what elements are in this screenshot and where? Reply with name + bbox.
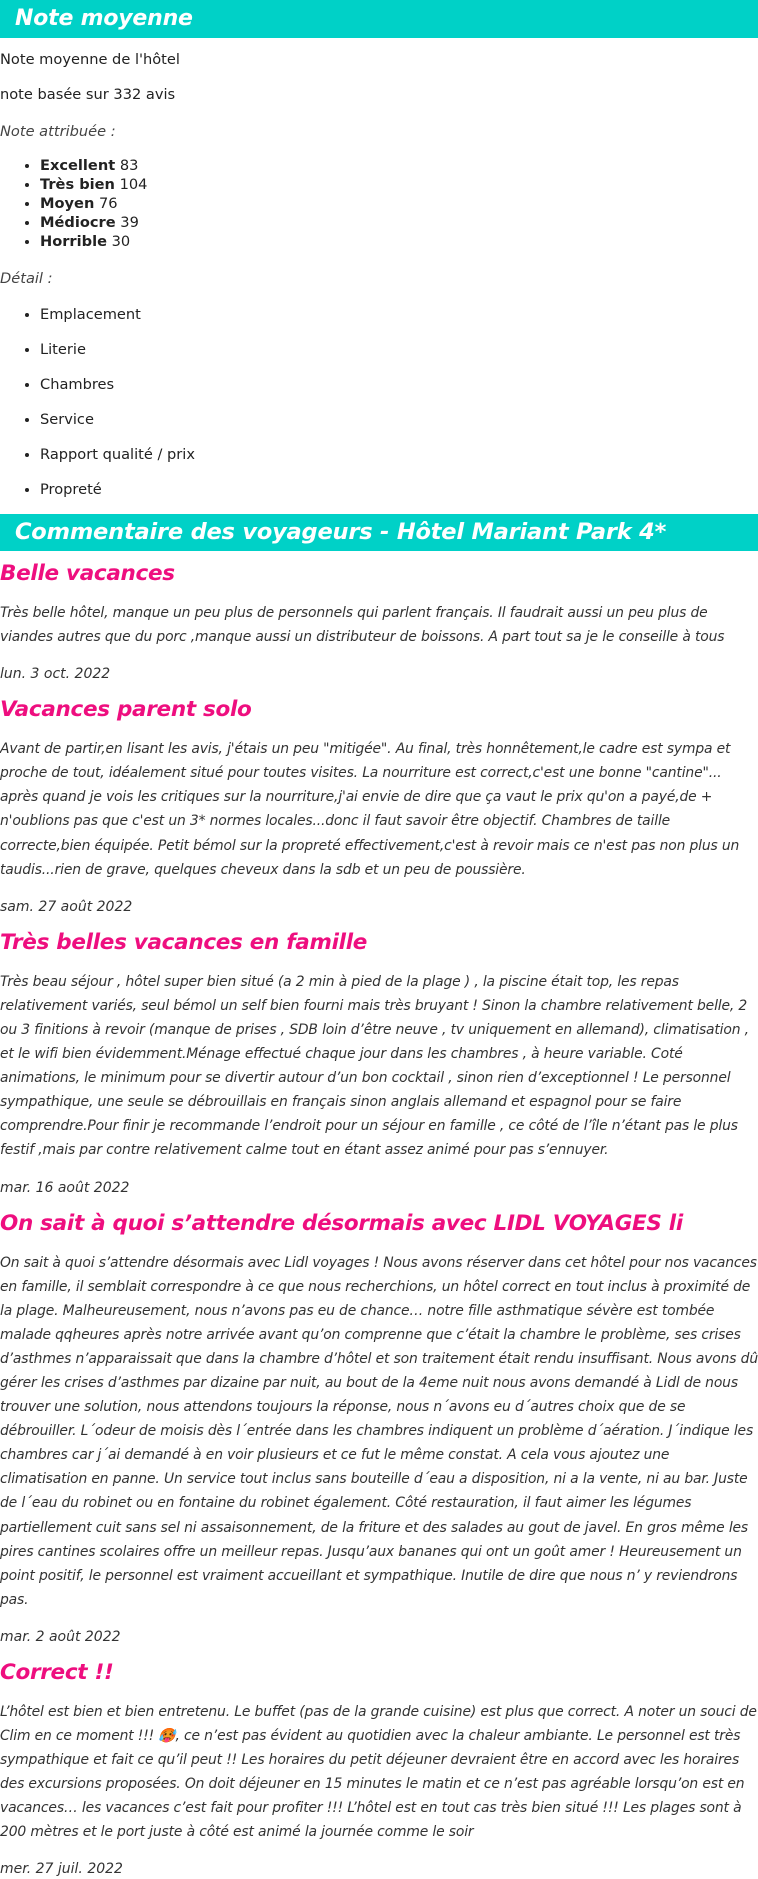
comments-section — [0, 514, 758, 1879]
review-date: mar. 2 août 2022 — [0, 1628, 121, 1645]
rating-list — [0, 156, 758, 251]
detail-item-literie: • Literie — [40, 340, 758, 359]
rating-item — [40, 213, 758, 232]
review-body: Avant de partir,en lisant les avis, j'étais un peu "mitigée". Au final, très honnêtement,le cadre est sympa et proche de tout, idéalement situé pour toutes visites. La nourriture est correct,c'est une bonne "cantine"... après quand je vois les critiques sur la nourriture,j'ai envie de dire que ça vaut le prix qu'on a payé,de + n'oublions pas que c'est un 3* normes locales...donc il faut savoir être objectif. Chambres de taille correcte,bien équipée. Petit bémol sur la propreté effectivement,c'est à revoir mais ce n'est pas non plus un taudis...rien de grave, quelques cheveux dans la sdb et un peu de poussière. — [0, 741, 740, 878]
detail-item-chambres: • Chambres — [40, 375, 758, 394]
rating-count: 83 — [119, 157, 139, 174]
rating-count: 104 — [119, 176, 148, 193]
section-header-rating: Note moyenne — [0, 0, 758, 38]
detail-item-emplacement: • Emplacement — [40, 305, 758, 324]
rating-breakdown-label: Note attribuée : — [0, 123, 116, 140]
review-body: L’hôtel est bien et bien entretenu. Le buffet (pas de la grande cuisine) est plus que correct. A noter un souci de Clim en ce moment !!! 🥵, ce n’est pas évident au quotidien avec la chaleur ambiante. Le personnel est très sympathique et fait ce qu’il peut !! Les horaires du petit déjeuner devraient être en accord avec les horaires des excursions proposées. On doit déjeuner en 15 minutes le matin et ce n’est pas agréable lorsqu’on est en vacances… les vacances c’est fait pour profiter !!! L’hôtel est en tout cas très bien situé !!! Les plages sont à 200 mètres et le port juste à côté est animé la journée comme le soir — [0, 1703, 757, 1841]
rating-item — [40, 232, 758, 251]
rating-label: Très bien — [40, 176, 115, 193]
rating-label: Horrible — [40, 233, 107, 250]
review-card — [0, 1210, 758, 1647]
review-card — [0, 696, 758, 917]
detail-item-proprete: • Propreté — [40, 480, 758, 499]
review-title: Correct !! — [0, 1659, 114, 1685]
rating-label: Moyen — [40, 195, 95, 212]
rating-label: Excellent — [40, 157, 116, 174]
review-count: note basée sur 332 avis — [0, 86, 176, 103]
review-date: lun. 3 oct. 2022 — [0, 666, 111, 683]
rating-count: 30 — [111, 233, 131, 250]
average-label: Note moyenne de l'hôtel — [0, 51, 180, 68]
review-date: mer. 27 juil. 2022 — [0, 1861, 123, 1878]
review-body: Très beau séjour , hôtel super bien situé (a 2 min à pied de la plage ) , la piscine était top, les repas relativement variés, seul bémol un self bien fourni mais très bruyant ! Sinon la chambre relativement belle, 2 ou 3 finitions à revoir (manque de prises , SDB loin d’être neuve , tv uniquement en allemand), climatisation , et le wifi bien évidemment.Ménage effectué chaque jour dans les chambres , à heure variable. Coté animations, le minimum pour se divertir autour d’un bon cocktail , sinon rien d’exceptionnel ! Le personnel sympathique, une seule se débrouillais en français sinon anglais allemand et espagnol pour se faire comprendre.Pour finir je recommande l’endroit pour un séjour en famille , ce côté de l’île n’étant pas le plus festif ,mais par contre relativement calme tout en étant assez animé pour pas s’ennuyer. — [0, 973, 749, 1159]
review-body: Très belle hôtel, manque un peu plus de personnels qui parlent français. Il faudrait aussi un peu plus de viandes autres que du porc ,manque aussi un distributeur de boissons. A part tout sa je le conseille à tous — [0, 605, 725, 646]
review-title: On sait à quoi s’attendre désormais avec LIDL VOYAGES li — [0, 1210, 683, 1236]
detail-item-service: • Service — [40, 410, 758, 429]
rating-section — [0, 0, 758, 499]
review-body: On sait à quoi s’attendre désormais avec Lidl voyages ! Nous avons réserver dans cet hôtel pour nos vacances en famille, il semblait correspondre à ce que nous recherchions, un hôtel correct en tout inclus à proximité de la plage. Malheureusement, nous n’avons pas eu de chance… notre fille asthmatique sévère est tombée malade qqheures après notre arrivée avant qu’on comprenne que c’était la chambre le problème, ses crises d’asthmes n’apparaissait que dans la chambre d’hôtel et son traitement était rendu insuffisant. Nous avons dû gérer les crises d’asthmes par dizaine par nuit, au bout de la 4eme nuit nous avons demandé à Lidl de nous trouver une solution, nous attendons toujours la réponse, nous n´avons eu d´autres choix que de se débrouiller. L´odeur de moisis dès l´entrée dans les chambres indiquent un problème d´aération. J´indique les chambres car j´ai demandé à en voir plusieurs et ce fut le même constat. A cela vous ajoutez une climatisation en panne. Un service tout inclus sans bouteille d´eau a disposition, ni a la vente, ni au bar. Juste de l´eau du robinet ou en fontaine du robinet également. Côté restauration, il faut aimer les légumes partiellement cuit sans sel ni assaisonnement, de la friture et des salades au gout de javel. En gros même les pires cantines scolaires offre un meilleur repas. Jusqu’aux bananes qui ont un goût amer ! Heureusement un point positif, le personnel est vraiment accueillant et sympathique. Inutile de dire que nous n’ y reviendrons pas. — [0, 1254, 758, 1608]
review-card — [0, 1659, 758, 1879]
rating-item — [40, 156, 758, 175]
rating-label: Médiocre — [40, 214, 116, 231]
review-title: Belle vacances — [0, 561, 175, 586]
detail-list — [0, 305, 758, 499]
section-header-comments: Commentaire des voyageurs - Hôtel Mariant Park 4* — [0, 514, 758, 551]
rating-count: 76 — [99, 195, 118, 212]
detail-label: Détail : — [0, 270, 53, 287]
review-card — [0, 929, 758, 1198]
review-title: Vacances parent solo — [0, 697, 252, 723]
review-date: sam. 27 août 2022 — [0, 898, 133, 915]
review-card — [0, 560, 758, 684]
rating-item — [40, 194, 758, 213]
rating-count: 39 — [120, 214, 139, 231]
review-date: mar. 16 août 2022 — [0, 1179, 130, 1196]
detail-item-rapport-qualite-prix: • Rapport qualité / prix — [40, 445, 758, 464]
rating-item — [40, 175, 758, 194]
review-title: Très belles vacances en famille — [0, 929, 368, 955]
